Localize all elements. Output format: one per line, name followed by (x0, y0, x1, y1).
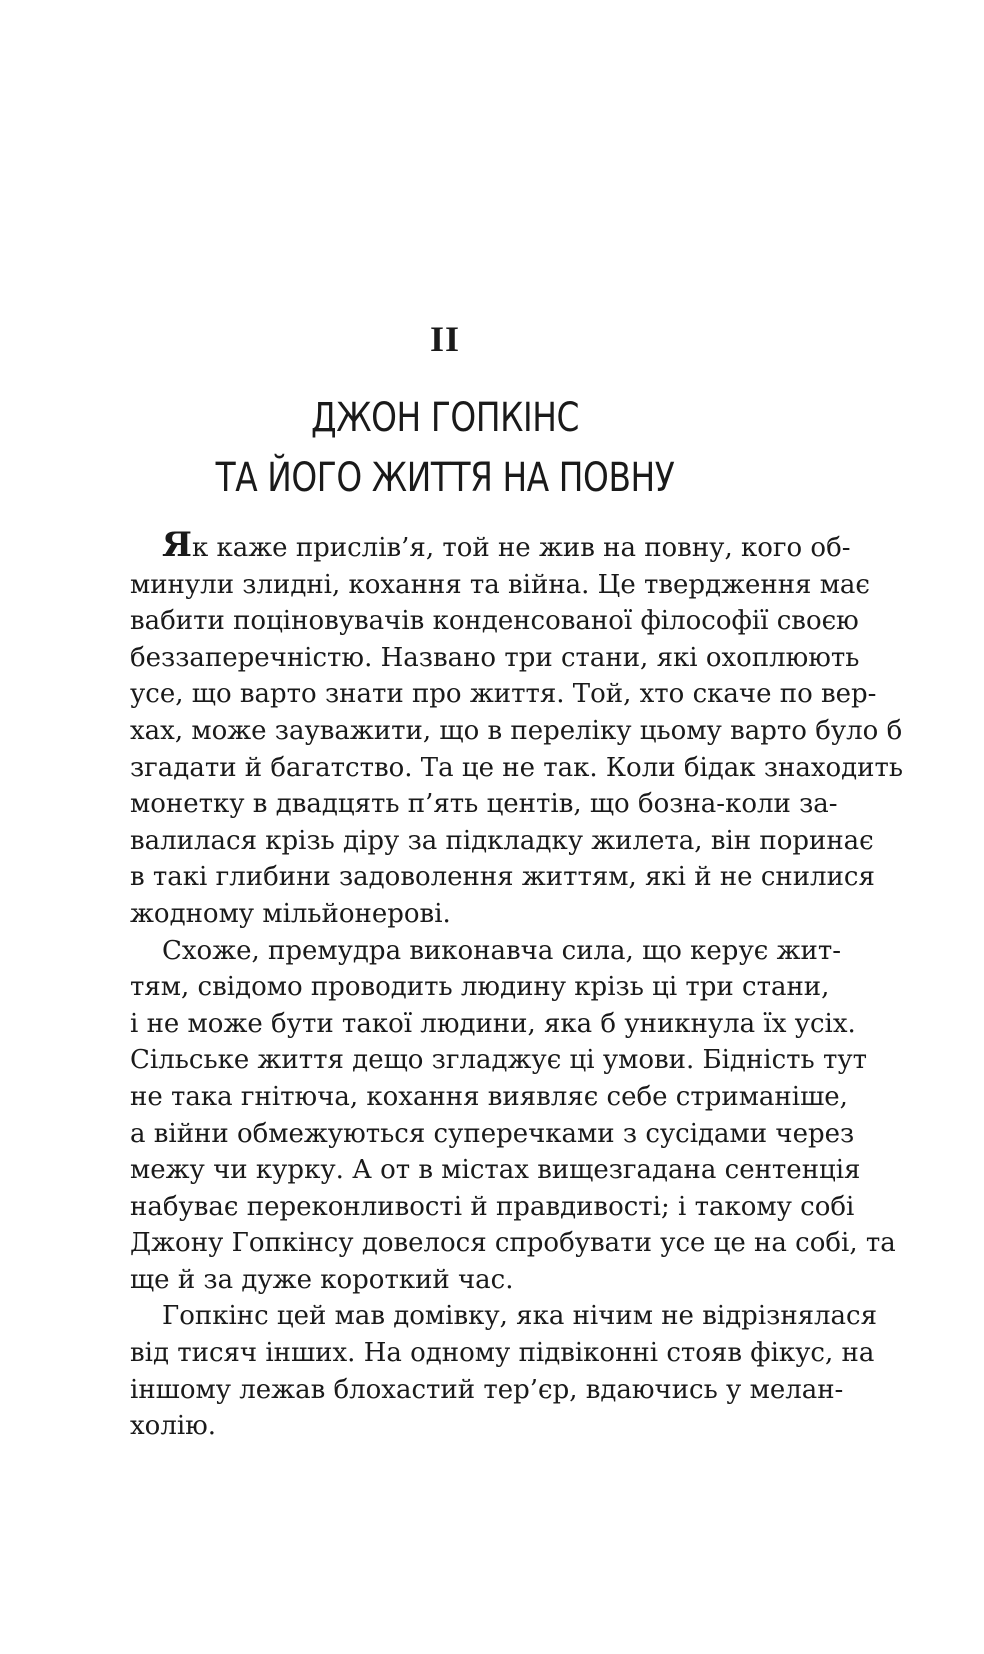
paragraph-line: не така гнітюча, кохання виявляє себе стриманіше, (130, 1081, 848, 1112)
paragraph-line: Схоже, премудра виконавча сила, що керує жит- (162, 935, 841, 966)
paragraph-2 (98, 933, 896, 1299)
paragraph-3 (98, 1298, 878, 1444)
paragraph-line: згадати й багатство. Та це не так. Коли бідак знаходить (130, 752, 904, 783)
chapter-title-line-1: ДЖОН ГОПКІНС (311, 395, 579, 441)
paragraph-line: Сільське життя дещо згладжує ці умови. Бідність тут (130, 1045, 868, 1076)
paragraph-line: ще й за дуже короткий час. (130, 1264, 514, 1295)
body-text (98, 525, 904, 1445)
drop-initial: Я (162, 525, 192, 565)
paragraph-line: Як каже прислів’я, той не жив на повну, кого об- (162, 525, 851, 565)
chapter-title (0, 388, 890, 508)
paragraph-line: від тисяч інших. На одному підвіконні стояв фікус, на (130, 1338, 875, 1369)
paragraph-line: валилася крізь діру за підкладку жилета, він поринає (130, 825, 874, 856)
paragraph-line: іншому лежав блохастий тер’єр, вдаючись у мелан- (130, 1374, 844, 1405)
paragraph-line: в такі глибини задоволення життям, які й не снилися (130, 862, 875, 893)
paragraph-line: холію. (130, 1411, 217, 1442)
paragraph-line: вабити поціновувачів конденсованої філософії своєю (130, 606, 859, 637)
paragraph-line: хах, може зауважити, що в переліку цьому варто було б (130, 715, 903, 746)
paragraph-line: Гопкінс цей мав домівку, яка нічим не відрізнялася (162, 1301, 878, 1332)
paragraph-line: усе, що варто знати про життя. Той, хто скаче по вер- (130, 679, 877, 710)
paragraph-line: минули злидні, кохання та війна. Це твердження має (130, 569, 870, 600)
paragraph-line: межу чи курку. А от в містах вищезгадана сентенція (130, 1155, 861, 1186)
paragraph-1 (98, 525, 904, 933)
chapter-number: II (429, 319, 461, 359)
paragraph-line: монетку в двадцять п’ять центів, що бозна-коли за- (130, 789, 838, 820)
paragraph-line: Джону Гопкінсу довелося спробувати усе це на собі, та (130, 1228, 896, 1259)
paragraph-line: і не може бути такої людини, яка б уникнула їх усіх. (130, 1008, 856, 1039)
paragraph-line: жодному мільйонерові. (130, 898, 451, 929)
paragraph-line: а війни обмежуються суперечками з сусідами через (130, 1118, 855, 1149)
paragraph-line: беззаперечністю. Названо три стани, які охоплюють (130, 642, 860, 673)
chapter-title-line-2: ТА ЙОГО ЖИТТЯ НА ПОВНУ (215, 455, 675, 501)
paragraph-line: набуває переконливості й правдивості; і такому собі (130, 1191, 855, 1222)
paragraph-line: тям, свідомо проводить людину крізь ці три стани, (130, 972, 830, 1003)
